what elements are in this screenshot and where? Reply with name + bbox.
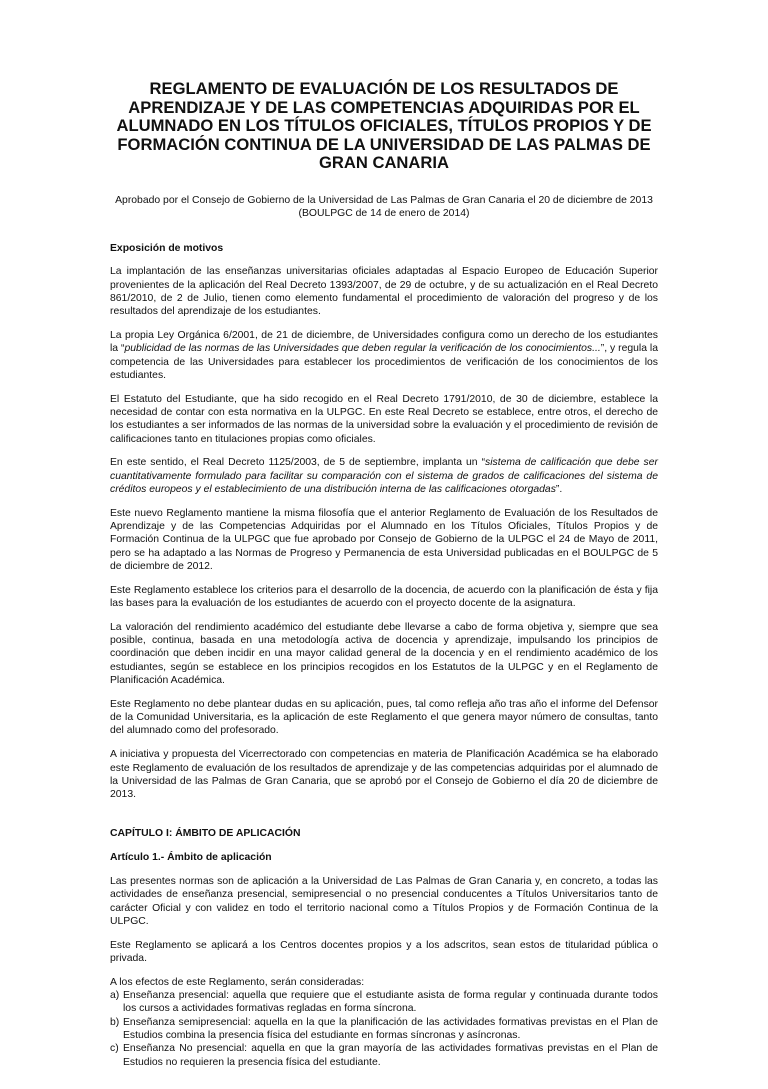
paragraph: La valoración del rendimiento académico del estudiante debe llevarse a cabo de forma objetiva y, siempre que sea posible, continua, basada en una metodología activa de docencia y aprendizaje, impulsando los principios de coordinación que deben incidir en una mayor calidad general de la docencia y en el rendimiento académico de los estudiantes, según se establece en los principios recogidos en los Estatutos de la ULPGC y en el Reglamento de Planificación Académica. xyxy=(110,621,658,687)
definitions xyxy=(110,976,658,1069)
article-heading: Artículo 1.- Ámbito de aplicación xyxy=(110,852,272,864)
section-heading-exposicion: Exposición de motivos xyxy=(110,242,224,254)
list-text: Enseñanza No presencial: aquella en que la gran mayoría de las actividades formativas previstas en el Plan de Estudios no requieren la presencia física del estudiante. xyxy=(123,1043,658,1068)
definitions-intro: A los efectos de este Reglamento, serán consideradas: xyxy=(110,976,365,988)
paragraph: Este nuevo Reglamento mantiene la misma filosofía que el anterior Reglamento de Evaluación de los Resultados de Aprendizaje y de las Competencias Adquiridas por el Alumnado en los Títulos Oficiales, Títulos Propios y de Formación Continua de la ULPGC que fue aprobado por Consejo de Gobierno de la ULPGC el 24 de Mayo de 2011, pero se ha adaptado a las Normas de Progreso y Permanencia de esta Universidad publicadas en el BOULPGC de 5 de diciembre de 2012. xyxy=(110,507,658,572)
list-text: Enseñanza presencial: aquella que requiere que el estudiante asista de forma regular y continuada durante todos los cursos a actividades formativas regladas en forma síncrona. xyxy=(123,990,658,1015)
quote: sistema de calificación que debe ser cuantitativamente formulado para facilitar su comparación con el sistema de grados de calificaciones del sistema de créditos europeos y el establecimiento de una distribución interna de las calificaciones otorgadas xyxy=(110,457,658,495)
list-marker: c) xyxy=(110,1043,119,1055)
paragraph: A iniciativa y propuesta del Vicerrectorado con competencias en materia de Planificación Académica se ha elaborado este Reglamento de evaluación de los resultados de aprendizaje y de las competencias adquiridas por el alumnado de la Universidad de las Palmas de Gran Canaria, que se aprobó por el Consejo de Gobierno el día 20 de diciembre de 2013. xyxy=(110,749,658,801)
paragraph: El Estatuto del Estudiante, que ha sido recogido en el Real Decreto 1791/2010, de 30 de diciembre, establece la necesidad de contar con esta normativa en la ULPGC. En este Real Decreto se establece, entre otros, el derecho de los estudiantes a ser informados de las normas de la universidad sobre la evaluación y el procedimiento de revisión de calificaciones tanto en titulaciones propias como oficiales. xyxy=(110,393,658,445)
text: ”. xyxy=(555,483,563,495)
chapter-heading: CAPÍTULO I: ÁMBITO DE APLICACIÓN xyxy=(110,828,301,840)
bulletin-reference: (BOULPGC de 14 de enero de 2014) xyxy=(298,207,470,219)
document-title: REGLAMENTO DE EVALUACIÓN DE LOS RESULTADOS DE APRENDIZAJE Y DE LAS COMPETENCIAS ADQUIRIDAS POR EL ALUMNADO EN LOS TÍTULOS OFICIALES, TÍTULOS PROPIOS Y DE FORMACIÓN CONTINUA DE LA UNIVERSIDAD DE LAS PALMAS DE GRAN CANARIA xyxy=(116,79,652,172)
list-text: Enseñanza semipresencial: aquella en la que la planificación de las actividades formativas previstas en el Plan de Estudios combina la presencia física del estudiante en formas síncronas y asíncronas. xyxy=(123,1016,658,1041)
paragraph: Las presentes normas son de aplicación a la Universidad de Las Palmas de Gran Canaria y, en concreto, a todas las actividades de enseñanza presencial, semipresencial o no presencial conducentes a Títulos Universitarios tanto de carácter Oficial y con validez en todo el territorio nacional como a Títulos Propios y de Formación Continua de la ULPGC. xyxy=(110,875,658,927)
list-marker: b) xyxy=(110,1016,120,1028)
list-item xyxy=(110,1016,658,1043)
text: La propia Ley Orgánica 6/2001, de 21 de diciembre, de Universidades configura como un derecho de los estudiantes la “ xyxy=(110,329,658,355)
text: En este sentido, el Real Decreto 1125/2003, de 5 de septiembre, implanta un “ xyxy=(110,457,486,469)
paragraph: Este Reglamento no debe plantear dudas en su aplicación, pues, tal como refleja año tras año el informe del Defensor de la Comunidad Universitaria, es la aplicación de este Reglamento el que genera mayor número de consultas, tanto del alumnado como del profesorado. xyxy=(110,698,658,737)
approval-note xyxy=(100,194,668,220)
list-marker: a) xyxy=(110,990,120,1002)
list-item xyxy=(110,1042,658,1069)
paragraph: La implantación de las enseñanzas universitarias oficiales adaptadas al Espacio Europeo de Educación Superior provenientes de la aplicación del Real Decreto 1393/2007, de 29 de octubre, y de su actualización en el Real Decreto 861/2010, de 2 de Julio, tienen como elemento fundamental el procedimiento de valoración del progreso y de los resultados del aprendizaje de los estudiantes. xyxy=(110,266,658,318)
text: ”, y regula la competencia de las Universidades para establecer los procedimientos de verificación de los conocimientos de los estudiantes. xyxy=(110,343,658,381)
list-item xyxy=(110,989,658,1016)
paragraph: Este Reglamento establece los criterios para el desarrollo de la docencia, de acuerdo con la planificación de ésta y fija las bases para la evaluación de los estudiantes de acuerdo con el proyecto docente de la asignatura. xyxy=(110,584,658,610)
paragraph: Este Reglamento se aplicará a los Centros docentes propios y a los adscritos, sean estos de titularidad pública o privada. xyxy=(110,939,658,964)
quote: publicidad de las normas de las Universidades que deben regular la verificación de los conocimientos... xyxy=(124,343,601,355)
paragraph xyxy=(110,329,658,382)
approval-line: Aprobado por el Consejo de Gobierno de la Universidad de Las Palmas de Gran Canaria el 20 de diciembre de 2013 xyxy=(115,194,653,206)
paragraph xyxy=(110,456,658,496)
